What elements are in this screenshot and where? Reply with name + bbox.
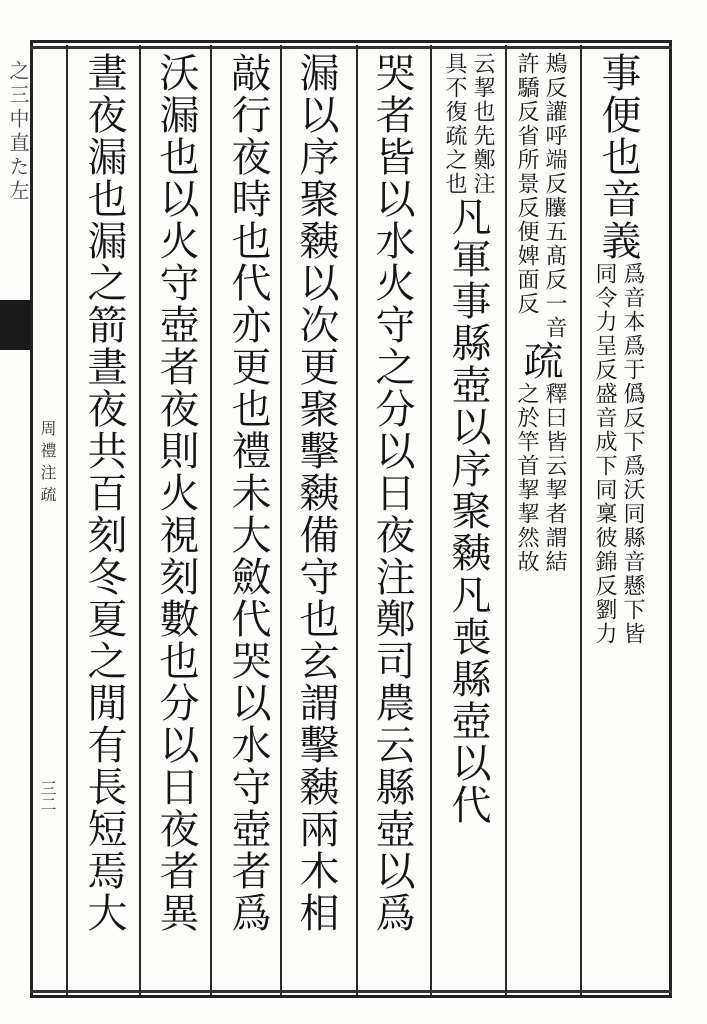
column-rule — [430, 45, 432, 995]
text-column-4: 哭者皆以水火守之分以日夜注鄭司農云縣壺以爲 — [369, 52, 415, 934]
text-column-1 — [590, 52, 646, 992]
edge-text: 之三中直た左 — [6, 60, 30, 204]
note-line: 之於竿首挈挈然故 — [514, 382, 539, 574]
column-rule — [66, 45, 68, 995]
note-line: 鴂反讙呼端反𦣘五髙反一音 — [542, 52, 567, 340]
column-rule — [356, 45, 358, 995]
text-column-8: 晝夜漏也漏之箭晝夜共百刻冬夏之閒有長短焉大 — [81, 52, 127, 934]
double-note — [440, 52, 496, 196]
column-rule — [580, 45, 582, 995]
note-line: 釋曰皆云挈者謂結 — [542, 382, 567, 574]
double-note — [512, 382, 568, 574]
top-rule — [30, 46, 672, 49]
column-rule — [139, 45, 141, 995]
column-rule — [210, 45, 212, 995]
book-title: 周禮注疏 — [38, 420, 57, 508]
edge-black-tab — [0, 300, 30, 350]
main-text: 事便也音義 — [595, 52, 641, 262]
text-column-2 — [512, 52, 568, 992]
text-column-5: 漏以序聚㯩以次更聚擊㯩備守也玄謂擊㯩兩木相 — [293, 52, 339, 934]
text-column-3 — [440, 52, 496, 992]
double-note — [512, 52, 568, 340]
note-line: 同令力呈反盛音成下同稟彼錦反劉力 — [592, 262, 617, 646]
bottom-rule — [30, 990, 672, 993]
note-line: 云挈也先鄭注 — [470, 52, 495, 196]
column-rule — [505, 45, 507, 995]
note-line: 爲音本爲于僞反下爲沃同縣音懸下皆 — [620, 262, 645, 646]
main-text: 凡軍事縣壺以序聚㯩凡喪縣壺以代 — [445, 196, 491, 826]
main-text: 疏 — [517, 340, 563, 382]
text-column-6: 敲行夜時也代亦更也禮未大斂代哭以水守壺者爲 — [225, 52, 271, 934]
double-note — [590, 262, 646, 646]
text-column-7: 沃漏也以火守壺者夜則火視刻數也分以日夜者異 — [153, 52, 199, 934]
column-rule — [280, 45, 282, 995]
page-number: 三二 — [38, 780, 57, 812]
note-line: 許驕反省所景反便婢面反 — [514, 52, 539, 316]
note-line: 具不復疏之也 — [442, 52, 467, 196]
